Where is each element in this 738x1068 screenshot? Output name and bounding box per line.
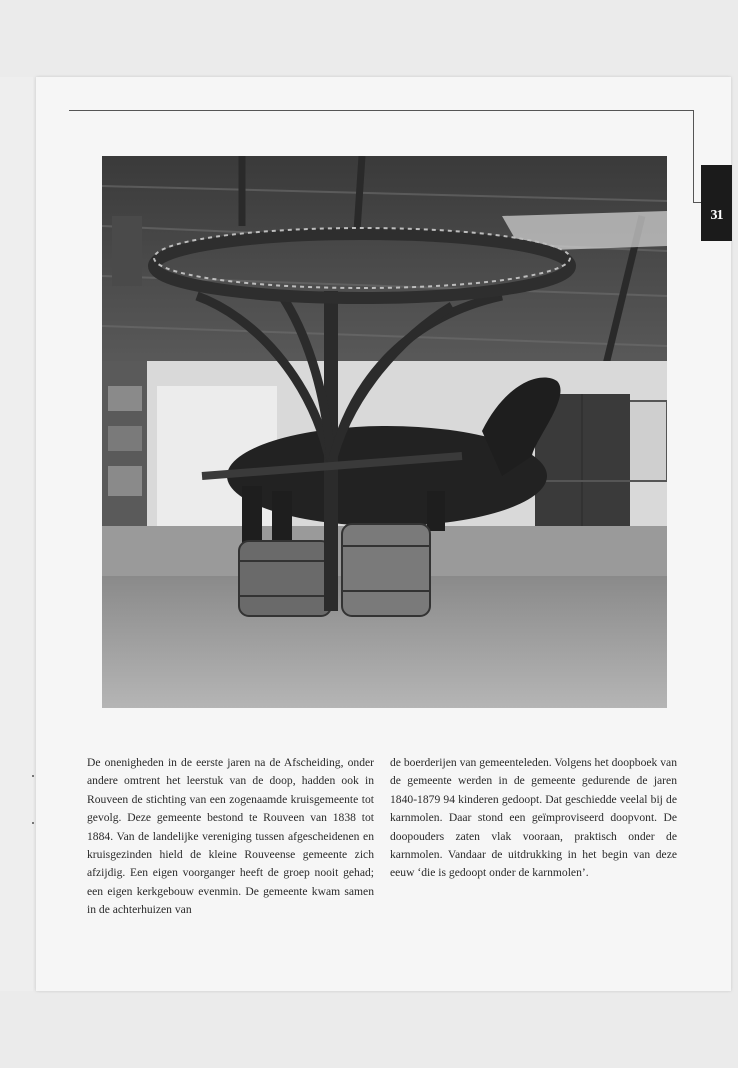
photo-illustration [102, 156, 667, 708]
body-text-column-1: De onenigheden in de eerste jaren na de Afscheiding, onder andere omtrent het leerstuk van de doop, hadden ook in Rouveen de stichting van een zogenaamde kruisgemeente tot gevolg. Deze gemeente bestond te Rouveen van 1838 tot 1884. Van de landelijke vereniging tussen afgescheidenen en kruisgezinden hield de kleine Rouveense gemeente zich afzijdig. Een eigen voorganger heeft de groep nooit gehad; een eigen kerkgebouw evenmin. De gemeente kwam samen in de achterhuizen van [87, 756, 374, 917]
page-number: 31 [710, 208, 723, 223]
header-rule [69, 110, 694, 111]
margin-mark [32, 822, 34, 824]
photo-horse-churn-mill [102, 156, 667, 708]
header-rule-vertical [693, 110, 694, 202]
tab-connector [693, 202, 701, 203]
facing-page-edge [0, 77, 33, 991]
margin-mark [32, 775, 34, 777]
page-number-tab [701, 165, 732, 241]
body-text-column-2: de boerderijen van gemeenteleden. Volgens het doopboek van de gemeente werden in de gemeente gedurende de jaren 1840-1879 94 kinderen gedoopt. Dat geschiedde veelal bij de karnmolen. Daar stond een geïmproviseerd doopvont. De doopouders zaten vlak vooraan, praktisch onder de karnmolen. Vandaar de uitdrukking in het begin van deze eeuw ‘die is gedoopt onder de karnmolen’. [390, 756, 677, 880]
